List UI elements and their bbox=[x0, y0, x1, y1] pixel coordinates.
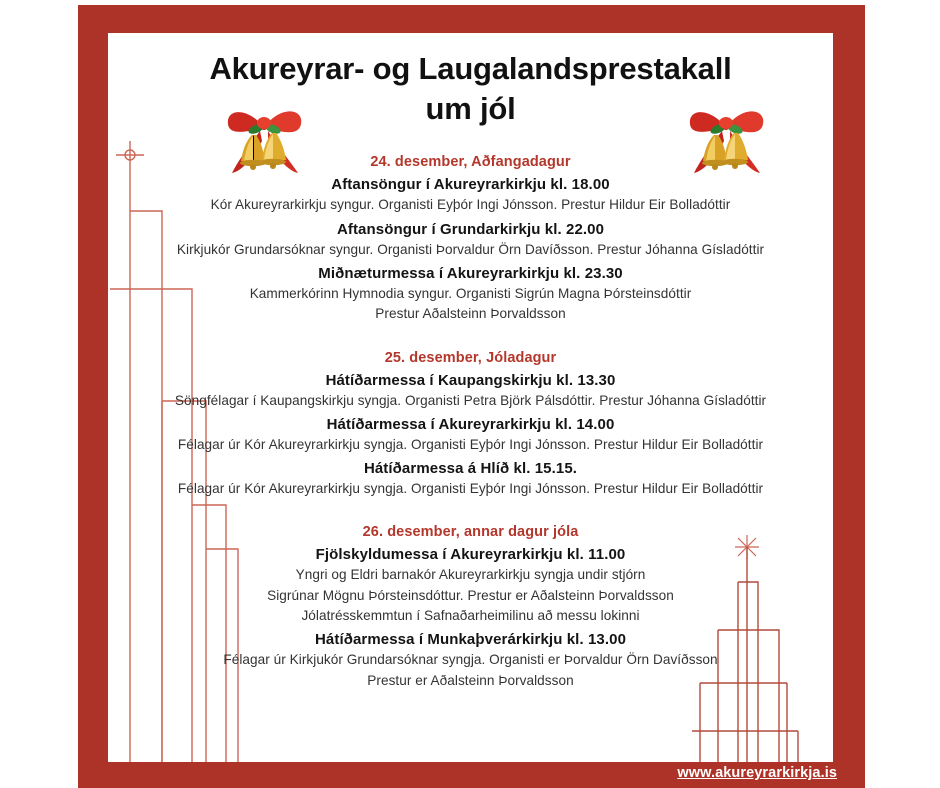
event-detail: Prestur Aðalsteinn Þorvaldsson bbox=[375, 306, 566, 322]
event-title: Aftansöngur í Akureyrarkirkju kl. 18.00 bbox=[331, 176, 610, 194]
event-detail: Kór Akureyrarkirkju syngur. Organisti Eyþór Ingi Jónsson. Prestur Hildur Eir Bolladóttir bbox=[210, 197, 731, 213]
event-detail: Yngri og Eldri barnakór Akureyrarkirkju syngja undir stjórn bbox=[295, 567, 646, 583]
event-detail: Félagar úr Kirkjukór Grundarsóknar syngja. Organisti er Þorvaldur Örn Davíðsson bbox=[223, 652, 718, 668]
website-link[interactable]: www.akureyrarkirkja.is bbox=[677, 765, 837, 781]
page-title-line1: Akureyrar- og Laugalandsprestakall bbox=[209, 51, 732, 86]
schedule-sections bbox=[108, 154, 833, 690]
footer bbox=[677, 764, 837, 782]
event-detail: Söngfélagar í Kaupangskirkju syngja. Organisti Petra Björk Pálsdóttir. Prestur Jóhanna Gísladóttir bbox=[174, 392, 767, 408]
section-date-heading: 25. desember, Jóladagur bbox=[384, 349, 557, 366]
event-title: Hátíðarmessa í Munkaþverárkirkju kl. 13.00 bbox=[314, 631, 627, 649]
event-detail: Jólatrésskemmtun í Safnaðarheimilinu að messu lokinni bbox=[301, 608, 640, 624]
poster-frame bbox=[78, 5, 865, 788]
event-detail: Prestur er Aðalsteinn Þorvaldsson bbox=[367, 672, 574, 688]
event-title: Hátíðarmessa í Kaupangskirkju kl. 13.30 bbox=[325, 371, 616, 389]
page-title-line2: um jól bbox=[425, 90, 516, 126]
event-title: Aftansöngur í Grundarkirkju kl. 22.00 bbox=[336, 220, 605, 238]
poster-content bbox=[108, 33, 833, 762]
event-title: Hátíðarmessa á Hlíð kl. 15.15. bbox=[363, 460, 578, 478]
section-date-heading: 26. desember, annar dagur jóla bbox=[362, 524, 579, 541]
event-title: Hátíðarmessa í Akureyrarkirkju kl. 14.00 bbox=[326, 415, 615, 433]
event-detail: Sigrúnar Mögnu Þórsteinsdóttur. Prestur er Aðalsteinn Þorvaldsson bbox=[267, 587, 674, 603]
event-title: Miðnæturmessa í Akureyrarkirkju kl. 23.30 bbox=[318, 264, 623, 282]
section-date-heading: 24. desember, Aðfangadagur bbox=[370, 154, 571, 171]
event-detail: Kirkjukór Grundarsóknar syngur. Organisti Þorvaldur Örn Davíðsson. Prestur Jóhanna Gísladóttir bbox=[176, 241, 765, 257]
schedule-section bbox=[108, 154, 833, 323]
schedule-section bbox=[108, 524, 833, 689]
event-detail: Félagar úr Kór Akureyrarkirkju syngja. Organisti Eyþór Ingi Jónsson. Prestur Hildur Eir Bolladóttir bbox=[177, 481, 764, 497]
schedule-section bbox=[108, 350, 833, 499]
event-detail: Félagar úr Kór Akureyrarkirkju syngja. Organisti Eyþór Ingi Jónsson. Prestur Hildur Eir Bolladóttir bbox=[177, 436, 764, 452]
page-title bbox=[108, 33, 833, 128]
event-detail: Kammerkórinn Hymnodia syngur. Organisti Sigrún Magna Þórsteinsdóttir bbox=[249, 285, 692, 301]
event-title: Fjölskyldumessa í Akureyrarkirkju kl. 11.00 bbox=[315, 546, 626, 564]
poster-inner-panel bbox=[108, 33, 833, 762]
